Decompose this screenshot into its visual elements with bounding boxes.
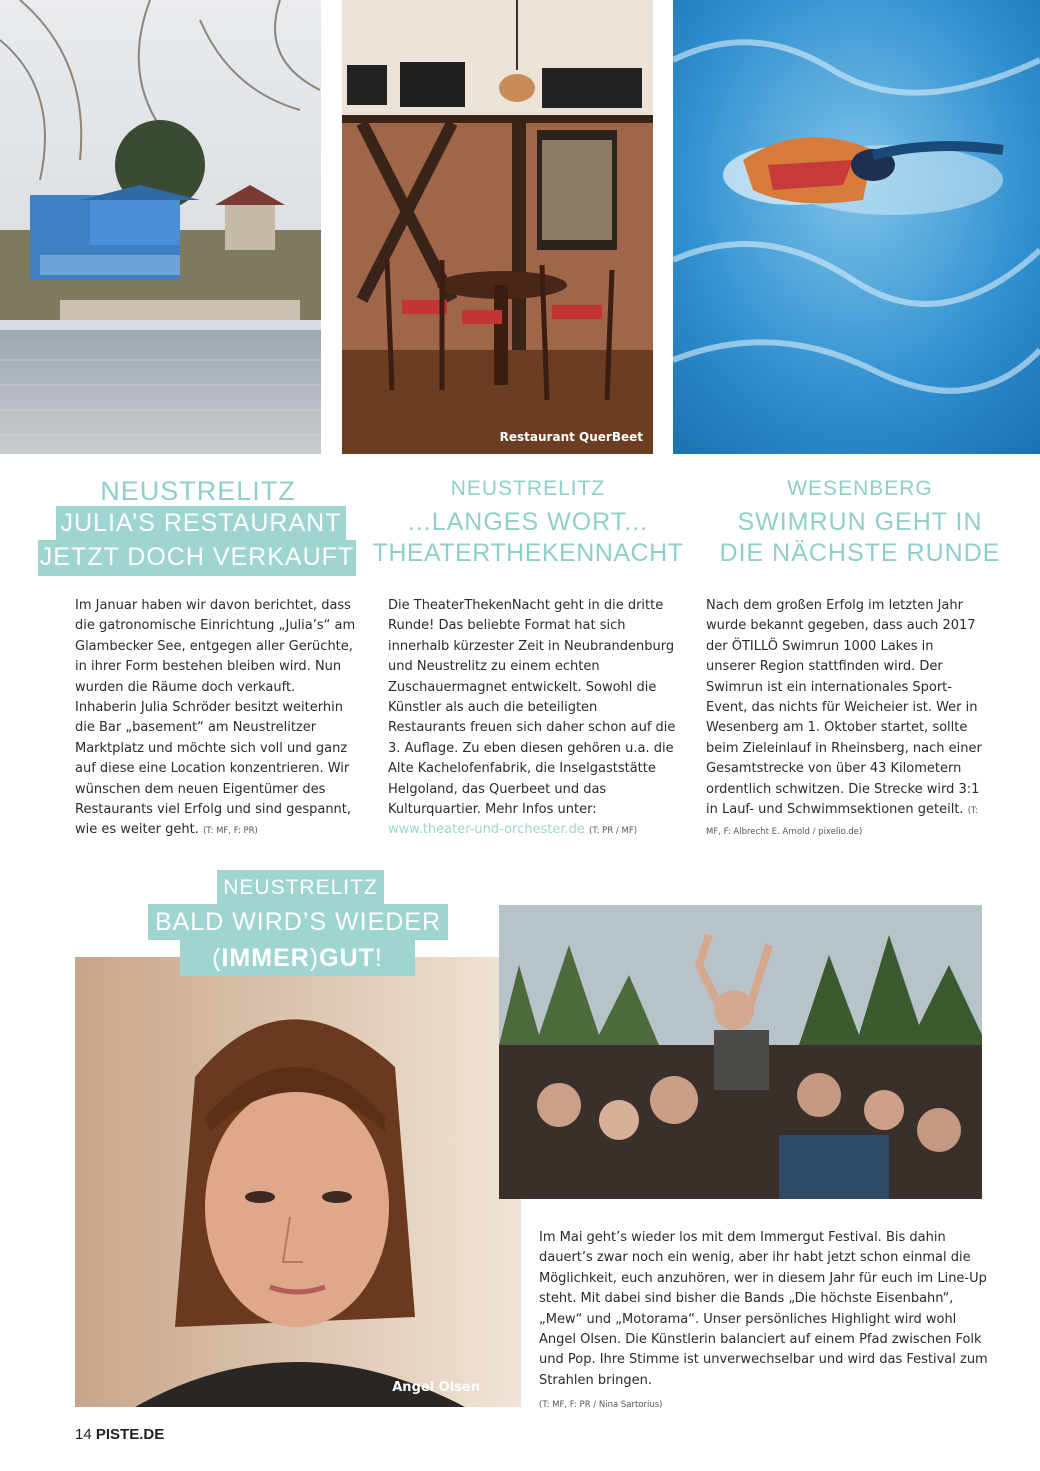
theater-website-link[interactable]: www.theater-und-orchester.de — [388, 822, 585, 838]
article-theater-title-line2: THEATERTHEKENNACHT — [372, 539, 684, 567]
article-julias-title-line1: JULIA’S RESTAURANT — [56, 506, 346, 540]
lake-illustration — [0, 0, 321, 454]
article-swimrun-title-line2: DIE NÄCHSTE RUNDE — [719, 539, 1001, 567]
portrait-photo — [75, 957, 521, 1407]
article-julias-credit: (T: MF, F: PR) — [202, 826, 258, 837]
article-immergut-title-line2 — [180, 940, 415, 976]
article-immergut-heading — [148, 870, 448, 980]
title-paren-open: ( — [212, 944, 222, 972]
article-theater-credit: (T: PR / MF) — [589, 826, 638, 837]
article-julias-body: Im Januar haben wir davon berichtet, dass die gatronomische Einrichtung „Julia’s“ am Glambecker See, entgegen aller Gerüchte, in ihrer Form bestehen bleiben wird. Nun wurden die Räume doch verkauft. Inhaberin Julia Schröder besitzt weiterhin die Bar „basement“ am Neustrelitzer Marktplatz und möchte sich voll und ganz auf diese eine Location konzentrieren. Wir wünschen dem neuen Eigentümer des Restaurants viel Erfolg und sind gespannt, wie es weiter geht. — [75, 598, 356, 838]
swimmer-photo — [673, 0, 1040, 454]
article-swimrun-credit: (T: MF, F: Albrecht E. Arnold / pixelio.de) — [706, 806, 979, 838]
article-swimrun-title-line1: SWIMRUN GEHT IN — [737, 508, 983, 536]
article-julias-town: NEUSTRELITZ — [100, 476, 296, 506]
article-immergut-text — [539, 1228, 989, 1416]
article-theater-title-line1: ...LANGES WORT... — [407, 508, 649, 536]
lake-photo — [0, 0, 321, 454]
portrait-caption: Angel Olsen — [392, 1380, 480, 1395]
title-paren-close: ) — [309, 944, 320, 972]
restaurant-illustration — [342, 0, 653, 454]
page-footer — [75, 1426, 164, 1443]
article-swimrun-town: WESENBERG — [787, 477, 933, 500]
article-immergut-title-line1: BALD WIRD’S WIEDER — [148, 904, 448, 940]
crowd-photo — [499, 905, 982, 1199]
title-bold-gut: GUT — [319, 944, 375, 972]
article-theater-body: Die TheaterThekenNacht geht in die dritte Runde! Das beliebte Format hat sich innerhalb kürzester Zeit in Neubrandenburg und Neustrelitz zu einem echten Zuschauermagnet entwickelt. Sowohl die Künstler als auch die beteiligten Restaurants freuen sich daher schon auf die 3. Auflage. Zu eben diesen gehören u.a. die Alte Kachelofenfabrik, die Inselgaststätte Helgoland, das Querbeet und das Kulturquartier. Mehr Infos unter: — [388, 598, 676, 818]
crowd-illustration — [499, 905, 982, 1199]
article-theater-town: NEUSTRELITZ — [450, 477, 606, 500]
article-swimrun-body: Nach dem großen Erfolg im letzten Jahr wurde bekannt gegeben, dass auch 2017 der ÖTILLÖ Swimrun 1000 Lakes in unserer Region stattfinden wird. Der Swimrun ist ein internationales Sport-Event, das nichts für Weicheier ist. Wer in Wesenberg am 1. Oktober startet, sollte beim Zieleinlauf in Rheinsberg, nach einer Gesamtstrecke von über 43 Kilometern ordentlich schwitzen. Die Strecke wird 3:1 in Lauf- und Schwimmsektionen geteilt. — [706, 598, 982, 818]
article-julias-title-line2: JETZT DOCH VERKAUFT — [38, 540, 356, 576]
title-exclamation: ! — [374, 944, 383, 972]
article-julias — [38, 468, 358, 838]
article-theater — [372, 468, 684, 838]
article-swimrun — [700, 468, 1020, 838]
restaurant-photo — [342, 0, 653, 454]
swimmer-illustration — [673, 0, 1040, 454]
article-immergut-credit: (T: MF, F: PR / Nina Sartorius) — [539, 1400, 663, 1411]
restaurant-caption: Restaurant QuerBeet — [499, 430, 643, 444]
article-immergut-body: Im Mai geht’s wieder los mit dem Immergut Festival. Bis dahin dauert’s zwar noch ein wenig, aber ihr habt jetzt schon einmal die Möglichkeit, euch anzuhören, wer in diesem Jahr für euch im Line-Up steht. Mit dabei sind bisher die Bands „Die höchste Eisenbahn“, „Mew“ und „Motorama“. Unser persönliches Highlight wird wohl Angel Olsen. Die Künstlerin balanciert auf einem Pfad zwischen Folk und Pop. Ihre Stimme ist unverwechselbar und wird das Festival zum Strahlen bringen. — [539, 1230, 988, 1388]
portrait-illustration — [75, 957, 521, 1407]
title-bold-immer: IMMER — [221, 944, 310, 972]
article-immergut-town: NEUSTRELITZ — [217, 870, 384, 906]
page-number: 14 — [75, 1426, 92, 1443]
magazine-brand: PISTE.DE — [95, 1426, 165, 1443]
